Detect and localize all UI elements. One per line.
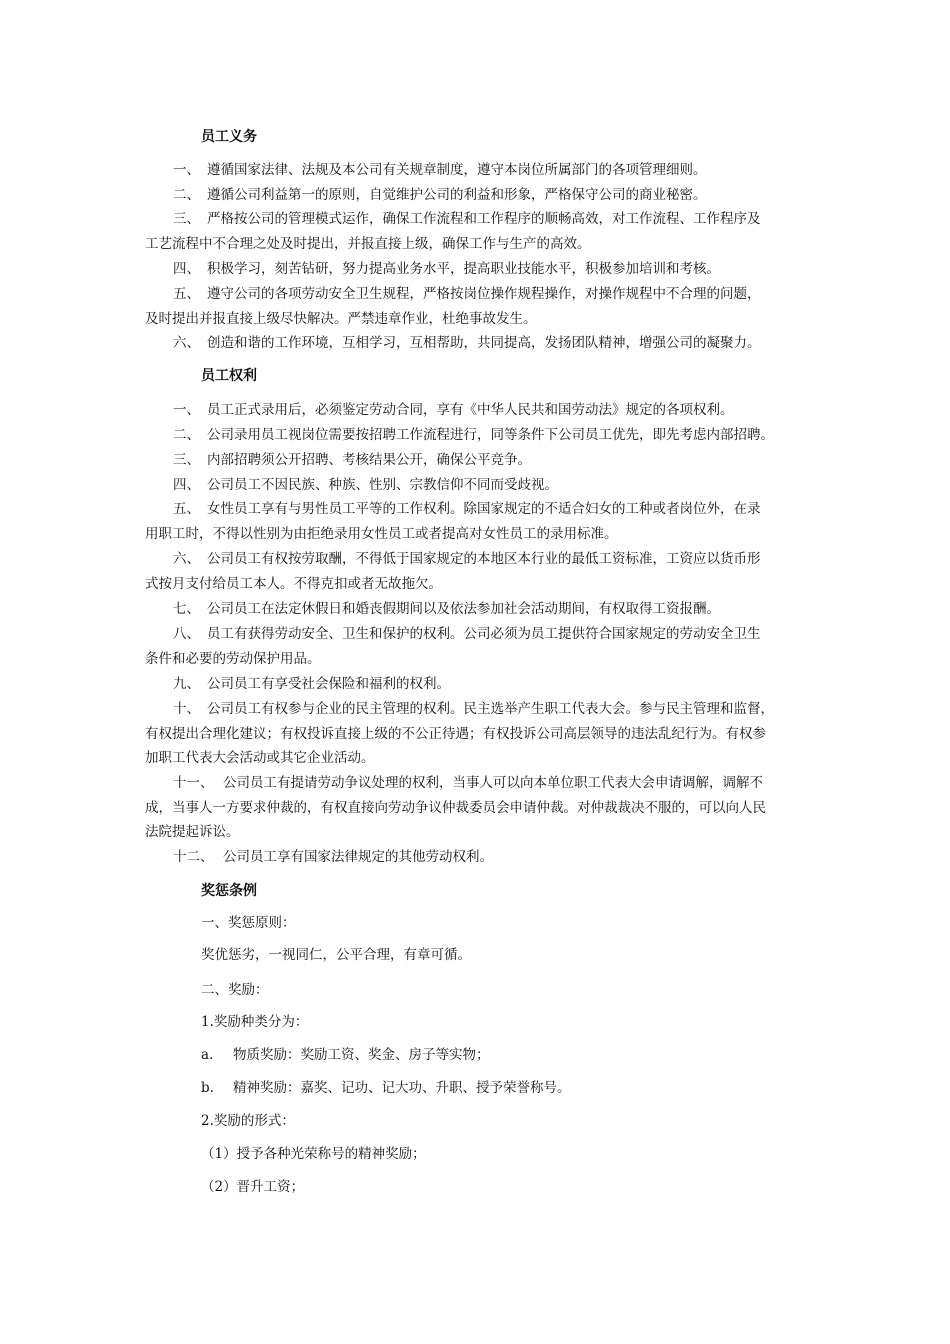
rewards-line: [201, 946, 471, 964]
rewards-line: [201, 1079, 571, 1097]
duty-item: [145, 183, 807, 208]
item-text: 内部招聘须公开招聘、考核结果公开，确保公平竞争。: [207, 452, 531, 468]
item-text: 女性员工享有与男性员工平等的工作权利。除国家规定的不适合妇女的工种或者岗位外，在录: [207, 501, 761, 517]
rewards-line: [201, 1145, 426, 1163]
duty-item: [145, 257, 807, 282]
right-item: [145, 845, 807, 870]
rewards-line-text: （2）晋升工资；: [201, 1179, 305, 1195]
item-text: 公司员工享有国家法律规定的其他劳动权利。: [223, 849, 493, 865]
item-text: 公司员工有权按劳取酬，不得低于国家规定的本地区本行业的最低工资标准，工资应以货币形: [207, 551, 761, 567]
item-text: 公司员工在法定休假日和婚丧假期间以及依法参加社会活动期间，有权取得工资报酬。: [207, 601, 720, 617]
item-number: 四、: [173, 261, 200, 277]
item-text: 公司员工有享受社会保险和福利的权利。: [207, 676, 450, 692]
rewards-line-text: 一、奖惩原则：: [201, 915, 296, 931]
right-item: [145, 497, 807, 546]
right-item: [145, 697, 807, 771]
item-number: 七、: [173, 601, 200, 617]
item-text: 及时提出并报直接上级尽快解决。严禁违章作业，杜绝事故发生。: [145, 310, 537, 327]
item-text: 用职工时，不得以性别为由拒绝录用女性员工或者提高对女性员工的录用标准。: [145, 525, 618, 542]
right-item: [145, 622, 807, 671]
item-number: 三、: [173, 452, 200, 468]
item-text: 成，当事人一方要求仲裁的，有权直接向劳动争议仲裁委员会申请仲裁。对仲裁裁决不服的，可以向人民: [145, 799, 766, 816]
right-item: [145, 672, 807, 697]
rewards-line: [201, 1046, 490, 1064]
rewards-line-text: 二、奖励：: [201, 982, 269, 998]
duty-item: [145, 207, 807, 256]
duty-item: [145, 282, 807, 331]
item-number: 六、: [173, 551, 200, 567]
rewards-line-text: 1.奖励种类分为：: [201, 1014, 309, 1030]
rewards-line: [201, 1112, 295, 1130]
rewards-line: [201, 981, 269, 999]
right-item: [145, 448, 807, 473]
rewards-line-text: 2.奖励的形式：: [201, 1113, 295, 1129]
item-text: 有权提出合理化建议；有权投诉直接上级的不公正待遇；有权投诉公司高层领导的违法乱纪行为。有权参: [145, 725, 766, 742]
section-title-rights: 员工权利: [201, 368, 257, 384]
item-number: 九、: [173, 676, 200, 692]
right-item: [145, 771, 807, 845]
duty-item: [145, 158, 807, 183]
item-number: 十、: [173, 701, 200, 717]
item-number: 一、: [173, 402, 200, 418]
right-item: [145, 547, 807, 596]
rewards-line: [201, 914, 296, 932]
item-text: 创造和谐的工作环境，互相学习，互相帮助，共同提高，发扬团队精神，增强公司的凝聚力。: [207, 335, 761, 351]
section-title-duties: 员工义务: [201, 129, 257, 145]
item-number: 二、: [173, 187, 200, 203]
item-number: 四、: [173, 477, 200, 493]
item-text: 遵循国家法律、法规及本公司有关规章制度，遵守本岗位所属部门的各项管理细则。: [207, 162, 707, 178]
item-text: 条件和必要的劳动保护用品。: [145, 650, 321, 667]
item-text: 遵守公司的各项劳动安全卫生规程，严格按岗位操作规程操作，对操作规程中不合理的问题，: [207, 286, 761, 302]
item-number: 三、: [173, 211, 200, 227]
item-number: 五、: [173, 501, 200, 517]
item-text: 工艺流程中不合理之处及时提出，并报直接上级，确保工作与生产的高效。: [145, 235, 591, 252]
right-item: [145, 423, 807, 448]
item-text: 员工正式录用后，必须鉴定劳动合同，享有《中华人民共和国劳动法》规定的各项权利。: [207, 402, 734, 418]
item-number: 二、: [173, 427, 200, 443]
section-title-rewards: 奖惩条例: [201, 883, 257, 899]
item-text: 遵循公司利益第一的原则，自觉维护公司的利益和形象，严格保守公司的商业秘密。: [207, 187, 707, 203]
item-text: 员工有获得劳动安全、卫生和保护的权利。公司必须为员工提供符合国家规定的劳动安全卫生: [207, 626, 761, 642]
item-number: 一、: [173, 162, 200, 178]
item-number: 十二、: [173, 849, 214, 865]
item-text: 公司员工有提请劳动争议处理的权利，当事人可以向本单位职工代表大会申请调解，调解不: [223, 775, 763, 791]
item-text: 法院提起诉讼。: [145, 824, 240, 840]
rewards-line: [201, 1013, 308, 1031]
item-number: 八、: [173, 626, 200, 642]
right-item: [145, 597, 807, 622]
item-text: 积极学习，刻苦钻研，努力提高业务水平，提高职业技能水平，积极参加培训和考核。: [207, 261, 720, 277]
right-item: [145, 398, 807, 423]
list-marker: b.: [201, 1080, 214, 1096]
item-text: 加职工代表大会活动或其它企业活动。: [145, 750, 375, 766]
list-marker: a.: [201, 1047, 214, 1063]
item-number: 十一、: [173, 775, 214, 791]
item-text: 严格按公司的管理模式运作，确保工作流程和工作程序的顺畅高效，对工作流程、工作程序及: [207, 211, 761, 227]
rewards-line-text: 精神奖励：嘉奖、记功、记大功、升职、授予荣誉称号。: [233, 1080, 571, 1096]
item-text: 公司录用员工视岗位需要按招聘工作流程进行，同等条件下公司员工优先，即先考虑内部招聘。: [207, 427, 774, 443]
rewards-line-text: （1）授予各种光荣称号的精神奖励；: [201, 1146, 426, 1162]
item-number: 六、: [173, 335, 200, 351]
item-text: 公司员工不因民族、种族、性别、宗教信仰不同而受歧视。: [207, 477, 558, 493]
rewards-line: [201, 1178, 304, 1196]
right-item: [145, 473, 807, 498]
item-number: 五、: [173, 286, 200, 302]
duty-item: [145, 331, 807, 356]
rewards-line-text: 物质奖励：奖励工资、奖金、房子等实物；: [233, 1047, 490, 1063]
item-text: 公司员工有权参与企业的民主管理的权利。民主选举产生职工代表大会。参与民主管理和监督，: [207, 701, 774, 717]
rewards-line-text: 奖优惩劣，一视同仁，公平合理，有章可循。: [201, 947, 471, 963]
item-text: 式按月支付给员工本人。不得克扣或者无故拖欠。: [145, 575, 442, 592]
